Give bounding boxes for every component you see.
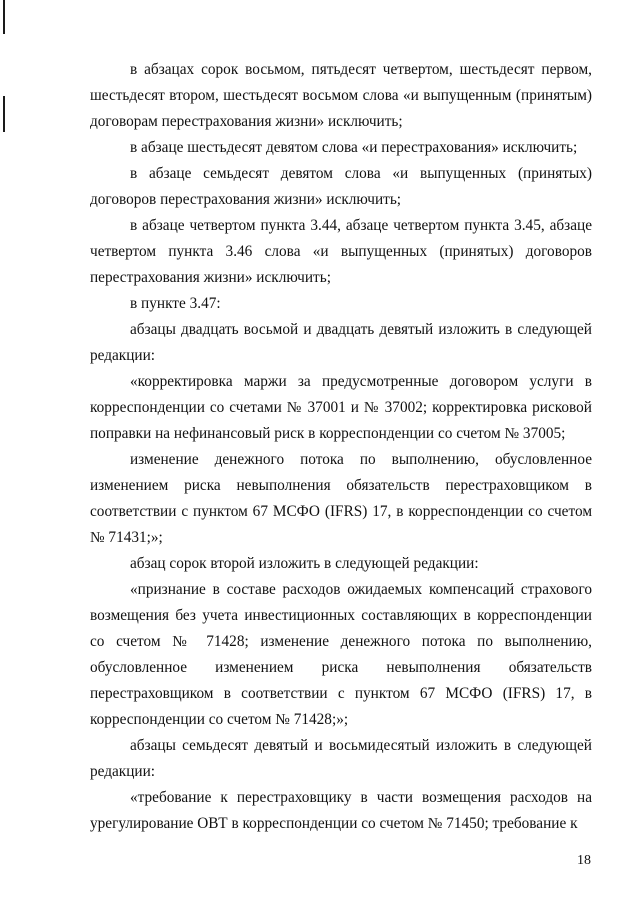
margin-line-top xyxy=(3,0,5,34)
paragraph-12: «требование к перестраховщику в части возмещения расходов на урегулирование ОВТ в корреспонденции со счетом № 71450; требование к xyxy=(90,789,592,832)
margin-line-middle xyxy=(3,96,5,132)
paragraph-8: изменение денежного потока по выполнению, обусловленное изменением риска невыполнения обязательств перестраховщиком в соответствии с пунктом 67 МСФО (IFRS) 17, в корреспонденции со счетом № 71431;»; xyxy=(90,451,592,546)
paragraph-5: в пункте 3.47: xyxy=(130,295,221,312)
paragraph-9: абзац сорок второй изложить в следующей редакции: xyxy=(130,555,479,572)
paragraph-3: в абзаце семьдесят девятом слова «и выпущенных (принятых) договоров перестрахования жизни» исключить; xyxy=(90,165,592,208)
document-body xyxy=(90,57,592,837)
paragraph-2: в абзаце шестьдесят девятом слова «и перестрахования» исключить; xyxy=(130,139,578,156)
paragraph-6: абзацы двадцать восьмой и двадцать девятый изложить в следующей редакции: xyxy=(90,321,592,364)
paragraph-10: «признание в составе расходов ожидаемых компенсаций страхового возмещения без учета инвестиционных составляющих в корреспонденции со счетом № 71428; изменение денежного потока по выполнению, обусловленное изменением риска невыполнения обязательств перестраховщиком в соответствии с пунктом 67 МСФО (IFRS) 17, в корреспонденции со счетом № 71428;»; xyxy=(90,581,592,728)
page-number: 18 xyxy=(577,853,591,868)
paragraph-4: в абзаце четвертом пункта 3.44, абзаце четвертом пункта 3.45, абзаце четвертом пункта 3.46 слова «и выпущенных (принятых) договоров перестрахования жизни» исключить; xyxy=(90,217,592,286)
paragraph-11: абзацы семьдесят девятый и восьмидесятый изложить в следующей редакции: xyxy=(90,737,592,780)
paragraph-7: «корректировка маржи за предусмотренные договором услуги в корреспонденции со счетами № 37001 и № 37002; корректировка рисковой поправки на нефинансовый риск в корреспонденции со счетом № 37005; xyxy=(90,373,592,442)
paragraph-1: в абзацах сорок восьмом, пятьдесят четвертом, шестьдесят первом, шестьдесят втором, шестьдесят восьмом слова «и выпущенным (принятым) договорам перестрахования жизни» исключить; xyxy=(90,61,592,130)
